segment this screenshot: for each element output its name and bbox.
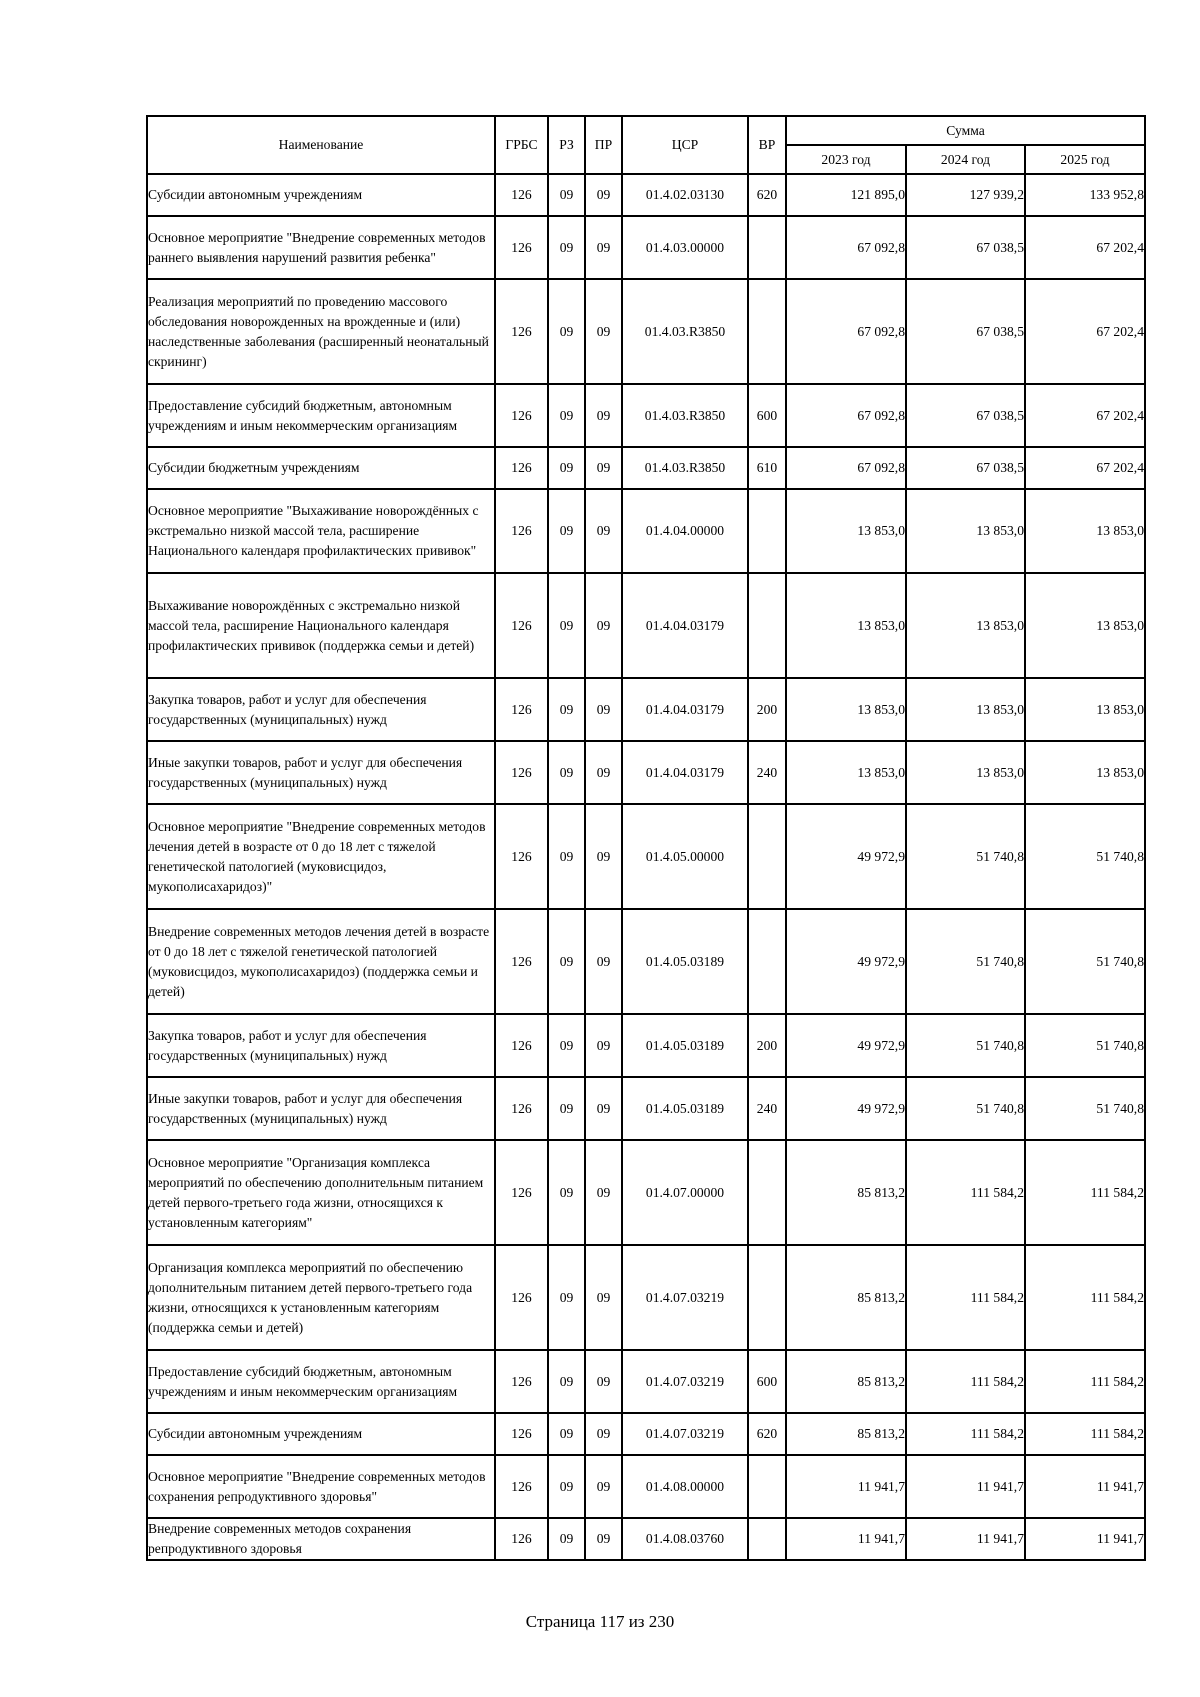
- cell-name: Основное мероприятие "Внедрение современных методов раннего выявления нарушений развития ребенка": [147, 216, 495, 279]
- cell-name: Субсидии бюджетным учреждениям: [147, 447, 495, 489]
- table-row: [147, 384, 1145, 447]
- table-row: [147, 1455, 1145, 1518]
- cell-pr: 09: [585, 1455, 622, 1518]
- cell-grbs: 126: [495, 1350, 548, 1413]
- cell-vr: 240: [748, 1077, 786, 1140]
- cell-sum-2023: 49 972,9: [786, 804, 906, 909]
- cell-vr: [748, 1455, 786, 1518]
- cell-vr: 200: [748, 1014, 786, 1077]
- cell-name: Основное мероприятие "Внедрение современных методов сохранения репродуктивного здоровья": [147, 1455, 495, 1518]
- cell-sum-2023: 49 972,9: [786, 1077, 906, 1140]
- cell-grbs: 126: [495, 678, 548, 741]
- cell-pr: 09: [585, 573, 622, 678]
- cell-sum-2023: 85 813,2: [786, 1140, 906, 1245]
- table-row: [147, 804, 1145, 909]
- cell-name: Основное мероприятие "Организация комплекса мероприятий по обеспечению дополнительным питанием детей первого-третьего года жизни, относящихся к установленным категориям": [147, 1140, 495, 1245]
- cell-pr: 09: [585, 1077, 622, 1140]
- cell-vr: [748, 909, 786, 1014]
- cell-vr: [748, 1245, 786, 1350]
- cell-csr: 01.4.07.00000: [622, 1140, 748, 1245]
- cell-sum-2024: 67 038,5: [906, 384, 1025, 447]
- cell-rz: 09: [548, 447, 585, 489]
- cell-sum-2023: 85 813,2: [786, 1245, 906, 1350]
- cell-sum-2025: 111 584,2: [1025, 1350, 1145, 1413]
- cell-grbs: 126: [495, 1014, 548, 1077]
- cell-sum-2025: 67 202,4: [1025, 447, 1145, 489]
- cell-grbs: 126: [495, 1077, 548, 1140]
- cell-pr: 09: [585, 1245, 622, 1350]
- cell-rz: 09: [548, 279, 585, 384]
- cell-rz: 09: [548, 909, 585, 1014]
- table-row: [147, 573, 1145, 678]
- cell-name: Субсидии автономным учреждениям: [147, 1413, 495, 1455]
- cell-grbs: 126: [495, 909, 548, 1014]
- cell-sum-2024: 13 853,0: [906, 678, 1025, 741]
- cell-sum-2023: 67 092,8: [786, 384, 906, 447]
- table-row: [147, 1413, 1145, 1455]
- cell-name: Основное мероприятие "Выхаживание новорождённых с экстремально низкой массой тела, расширение Национального календаря профилактических прививок": [147, 489, 495, 573]
- cell-sum-2023: 13 853,0: [786, 741, 906, 804]
- table-row: [147, 1077, 1145, 1140]
- cell-name: Закупка товаров, работ и услуг для обеспечения государственных (муниципальных) нужд: [147, 678, 495, 741]
- cell-grbs: 126: [495, 1455, 548, 1518]
- cell-pr: 09: [585, 279, 622, 384]
- table-row: [147, 489, 1145, 573]
- cell-sum-2025: 133 952,8: [1025, 174, 1145, 216]
- cell-name: Реализация мероприятий по проведению массового обследования новорожденных на врожденные и (или) наследственные заболевания (расширенный неонатальный скрининг): [147, 279, 495, 384]
- cell-grbs: 126: [495, 1413, 548, 1455]
- cell-rz: 09: [548, 1077, 585, 1140]
- cell-csr: 01.4.02.03130: [622, 174, 748, 216]
- cell-pr: 09: [585, 447, 622, 489]
- cell-csr: 01.4.07.03219: [622, 1245, 748, 1350]
- cell-sum-2024: 67 038,5: [906, 447, 1025, 489]
- cell-vr: [748, 279, 786, 384]
- header-pr: ПР: [585, 116, 622, 174]
- cell-name: Выхаживание новорождённых с экстремально низкой массой тела, расширение Национального календаря профилактических прививок (поддержка семьи и детей): [147, 573, 495, 678]
- header-sum: Сумма: [786, 116, 1145, 145]
- cell-sum-2025: 13 853,0: [1025, 678, 1145, 741]
- cell-csr: 01.4.05.03189: [622, 909, 748, 1014]
- cell-pr: 09: [585, 804, 622, 909]
- cell-grbs: 126: [495, 279, 548, 384]
- cell-pr: 09: [585, 1413, 622, 1455]
- cell-csr: 01.4.04.03179: [622, 678, 748, 741]
- cell-sum-2024: 67 038,5: [906, 279, 1025, 384]
- cell-grbs: 126: [495, 447, 548, 489]
- header-year-2025: 2025 год: [1025, 145, 1145, 174]
- cell-rz: 09: [548, 1014, 585, 1077]
- header-year-2023: 2023 год: [786, 145, 906, 174]
- table-row: [147, 447, 1145, 489]
- cell-sum-2025: 13 853,0: [1025, 741, 1145, 804]
- cell-pr: 09: [585, 384, 622, 447]
- table-row: [147, 1350, 1145, 1413]
- page-number: Страница 117 из 230: [525, 1612, 675, 1631]
- cell-vr: 600: [748, 1350, 786, 1413]
- cell-csr: 01.4.03.R3850: [622, 384, 748, 447]
- cell-grbs: 126: [495, 1518, 548, 1560]
- cell-pr: 09: [585, 489, 622, 573]
- cell-csr: 01.4.05.03189: [622, 1077, 748, 1140]
- cell-rz: 09: [548, 804, 585, 909]
- cell-vr: 620: [748, 1413, 786, 1455]
- cell-sum-2025: 11 941,7: [1025, 1518, 1145, 1560]
- cell-pr: 09: [585, 1140, 622, 1245]
- cell-grbs: 126: [495, 174, 548, 216]
- cell-sum-2025: 111 584,2: [1025, 1140, 1145, 1245]
- table-row: [147, 678, 1145, 741]
- cell-grbs: 126: [495, 384, 548, 447]
- cell-sum-2023: 67 092,8: [786, 447, 906, 489]
- cell-pr: 09: [585, 909, 622, 1014]
- cell-csr: 01.4.05.03189: [622, 1014, 748, 1077]
- cell-grbs: 126: [495, 741, 548, 804]
- table-row: [147, 216, 1145, 279]
- cell-rz: 09: [548, 216, 585, 279]
- cell-csr: 01.4.04.03179: [622, 573, 748, 678]
- cell-pr: 09: [585, 1350, 622, 1413]
- cell-sum-2025: 51 740,8: [1025, 1077, 1145, 1140]
- cell-vr: [748, 1518, 786, 1560]
- cell-sum-2023: 13 853,0: [786, 678, 906, 741]
- cell-sum-2023: 67 092,8: [786, 279, 906, 384]
- cell-name: Внедрение современных методов сохранения репродуктивного здоровья: [147, 1518, 495, 1560]
- cell-sum-2024: 51 740,8: [906, 804, 1025, 909]
- cell-name: Внедрение современных методов лечения детей в возрасте от 0 до 18 лет с тяжелой генетической патологией (муковисцидоз, мукополисахаридоз) (поддержка семьи и детей): [147, 909, 495, 1014]
- cell-sum-2023: 85 813,2: [786, 1413, 906, 1455]
- cell-sum-2024: 111 584,2: [906, 1245, 1025, 1350]
- cell-grbs: 126: [495, 489, 548, 573]
- cell-vr: 600: [748, 384, 786, 447]
- cell-sum-2023: 49 972,9: [786, 1014, 906, 1077]
- cell-sum-2024: 111 584,2: [906, 1350, 1025, 1413]
- header-name: Наименование: [147, 116, 495, 174]
- cell-sum-2024: 111 584,2: [906, 1413, 1025, 1455]
- cell-vr: [748, 573, 786, 678]
- cell-vr: 610: [748, 447, 786, 489]
- cell-pr: 09: [585, 216, 622, 279]
- cell-sum-2024: 11 941,7: [906, 1518, 1025, 1560]
- cell-sum-2025: 51 740,8: [1025, 909, 1145, 1014]
- cell-name: Иные закупки товаров, работ и услуг для обеспечения государственных (муниципальных) нужд: [147, 741, 495, 804]
- cell-sum-2025: 111 584,2: [1025, 1245, 1145, 1350]
- table-row: [147, 1140, 1145, 1245]
- cell-vr: 200: [748, 678, 786, 741]
- cell-rz: 09: [548, 1140, 585, 1245]
- header-year-2024: 2024 год: [906, 145, 1025, 174]
- cell-pr: 09: [585, 1518, 622, 1560]
- cell-sum-2025: 67 202,4: [1025, 279, 1145, 384]
- cell-sum-2024: 111 584,2: [906, 1140, 1025, 1245]
- table-row: [147, 1245, 1145, 1350]
- cell-rz: 09: [548, 384, 585, 447]
- cell-name: Организация комплекса мероприятий по обеспечению дополнительным питанием детей первого-третьего года жизни, относящихся к установленным категориям (поддержка семьи и детей): [147, 1245, 495, 1350]
- cell-sum-2025: 51 740,8: [1025, 804, 1145, 909]
- cell-rz: 09: [548, 1413, 585, 1455]
- cell-csr: 01.4.07.03219: [622, 1413, 748, 1455]
- table-row: [147, 174, 1145, 216]
- cell-csr: 01.4.08.00000: [622, 1455, 748, 1518]
- cell-sum-2025: 111 584,2: [1025, 1413, 1145, 1455]
- cell-grbs: 126: [495, 1245, 548, 1350]
- cell-vr: 620: [748, 174, 786, 216]
- cell-rz: 09: [548, 1455, 585, 1518]
- cell-rz: 09: [548, 741, 585, 804]
- cell-sum-2024: 51 740,8: [906, 1014, 1025, 1077]
- cell-name: Закупка товаров, работ и услуг для обеспечения государственных (муниципальных) нужд: [147, 1014, 495, 1077]
- table-row: [147, 909, 1145, 1014]
- cell-csr: 01.4.03.00000: [622, 216, 748, 279]
- header-csr: ЦСР: [622, 116, 748, 174]
- cell-vr: [748, 216, 786, 279]
- cell-sum-2023: 13 853,0: [786, 573, 906, 678]
- cell-pr: 09: [585, 1014, 622, 1077]
- cell-vr: [748, 804, 786, 909]
- cell-sum-2024: 11 941,7: [906, 1455, 1025, 1518]
- table-row: [147, 279, 1145, 384]
- cell-sum-2025: 13 853,0: [1025, 489, 1145, 573]
- cell-sum-2023: 121 895,0: [786, 174, 906, 216]
- cell-sum-2023: 11 941,7: [786, 1455, 906, 1518]
- header-vr: ВР: [748, 116, 786, 174]
- cell-name: Основное мероприятие "Внедрение современных методов лечения детей в возрасте от 0 до 18 лет с тяжелой генетической патологией (муковисцидоз, мукополисахаридоз)": [147, 804, 495, 909]
- cell-pr: 09: [585, 174, 622, 216]
- cell-csr: 01.4.03.R3850: [622, 447, 748, 489]
- cell-sum-2024: 127 939,2: [906, 174, 1025, 216]
- cell-rz: 09: [548, 573, 585, 678]
- cell-grbs: 126: [495, 804, 548, 909]
- budget-table: [146, 115, 1146, 1561]
- cell-sum-2024: 13 853,0: [906, 489, 1025, 573]
- table-body: [147, 174, 1145, 1560]
- cell-sum-2024: 51 740,8: [906, 909, 1025, 1014]
- cell-csr: 01.4.05.00000: [622, 804, 748, 909]
- cell-vr: [748, 489, 786, 573]
- table-row: [147, 1014, 1145, 1077]
- header-grbs: ГРБС: [495, 116, 548, 174]
- cell-vr: 240: [748, 741, 786, 804]
- cell-sum-2025: 51 740,8: [1025, 1014, 1145, 1077]
- cell-grbs: 126: [495, 1140, 548, 1245]
- cell-vr: [748, 1140, 786, 1245]
- cell-grbs: 126: [495, 573, 548, 678]
- cell-name: Предоставление субсидий бюджетным, автономным учреждениям и иным некоммерческим организациям: [147, 1350, 495, 1413]
- cell-sum-2024: 51 740,8: [906, 1077, 1025, 1140]
- cell-sum-2025: 11 941,7: [1025, 1455, 1145, 1518]
- cell-rz: 09: [548, 1350, 585, 1413]
- table-row: [147, 741, 1145, 804]
- cell-rz: 09: [548, 1245, 585, 1350]
- cell-sum-2025: 67 202,4: [1025, 384, 1145, 447]
- header-rz: РЗ: [548, 116, 585, 174]
- cell-sum-2023: 49 972,9: [786, 909, 906, 1014]
- cell-sum-2024: 13 853,0: [906, 573, 1025, 678]
- cell-sum-2023: 11 941,7: [786, 1518, 906, 1560]
- cell-name: Предоставление субсидий бюджетным, автономным учреждениям и иным некоммерческим организациям: [147, 384, 495, 447]
- cell-csr: 01.4.07.03219: [622, 1350, 748, 1413]
- cell-csr: 01.4.04.03179: [622, 741, 748, 804]
- cell-csr: 01.4.08.03760: [622, 1518, 748, 1560]
- cell-rz: 09: [548, 489, 585, 573]
- cell-sum-2023: 67 092,8: [786, 216, 906, 279]
- cell-csr: 01.4.04.00000: [622, 489, 748, 573]
- cell-sum-2023: 13 853,0: [786, 489, 906, 573]
- cell-name: Иные закупки товаров, работ и услуг для обеспечения государственных (муниципальных) нужд: [147, 1077, 495, 1140]
- cell-sum-2024: 67 038,5: [906, 216, 1025, 279]
- cell-rz: 09: [548, 1518, 585, 1560]
- cell-name: Субсидии автономным учреждениям: [147, 174, 495, 216]
- cell-sum-2024: 13 853,0: [906, 741, 1025, 804]
- cell-grbs: 126: [495, 216, 548, 279]
- cell-pr: 09: [585, 741, 622, 804]
- cell-rz: 09: [548, 678, 585, 741]
- cell-sum-2025: 13 853,0: [1025, 573, 1145, 678]
- cell-rz: 09: [548, 174, 585, 216]
- cell-sum-2025: 67 202,4: [1025, 216, 1145, 279]
- cell-csr: 01.4.03.R3850: [622, 279, 748, 384]
- cell-sum-2023: 85 813,2: [786, 1350, 906, 1413]
- table-row: [147, 1518, 1145, 1560]
- cell-pr: 09: [585, 678, 622, 741]
